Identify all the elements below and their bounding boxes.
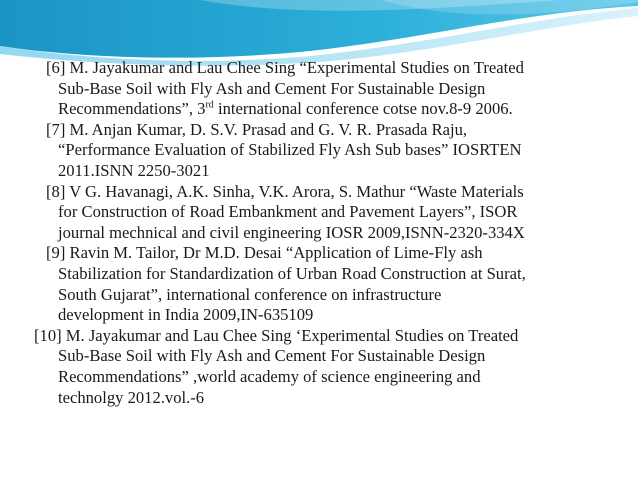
ordinal-superscript: rd [205,99,214,111]
reference-7 [46,120,638,182]
reference-line: [9] Ravin M. Tailor, Dr M.D. Desai “Application of Lime-Fly ash [46,243,483,263]
reference-line: Recommendations” ,world academy of science engineering and [58,366,481,386]
reference-list [0,58,638,408]
reference-line: “Performance Evaluation of Stabilized Fly Ash Sub bases” IOSRTEN [58,140,522,160]
reference-line: Sub-Base Soil with Fly Ash and Cement For Sustainable Design [58,346,486,366]
reference-line: technolgy 2012.vol.-6 [58,387,205,407]
reference-line: development in India 2009,IN-635109 [58,305,314,325]
reference-line: South Gujarat”, international conference on infrastructure [58,284,442,304]
reference-line: Sub-Base Soil with Fly Ash and Cement For Sustainable Design [58,78,486,98]
reference-line: [6] M. Jayakumar and Lau Chee Sing “Experimental Studies on Treated [46,58,524,77]
reference-line: [7] M. Anjan Kumar, D. S.V. Prasad and G. V. R. Prasada Raju, [46,119,468,139]
reference-6 [46,58,638,120]
reference-line: for Construction of Road Embankment and Pavement Layers”, ISOR [58,202,518,222]
reference-line: Stabilization for Standardization of Urban Road Construction at Surat, [58,263,526,283]
reference-line: 2011.ISNN 2250-3021 [58,160,210,180]
reference-9 [46,243,638,325]
reference-8 [46,182,638,244]
reference-line: [8] V G. Havanagi, A.K. Sinha, V.K. Arora, S. Mathur “Waste Materials [46,181,524,201]
reference-line: [10] M. Jayakumar and Lau Chee Sing ‘Experimental Studies on Treated [34,325,519,345]
reference-line: Recommendations”, 3rd international conference cotse nov.8-9 2006. [58,99,513,119]
reference-line: journal mechnical and civil engineering IOSR 2009,ISNN-2320-334X [58,222,525,242]
reference-10 [34,326,638,408]
